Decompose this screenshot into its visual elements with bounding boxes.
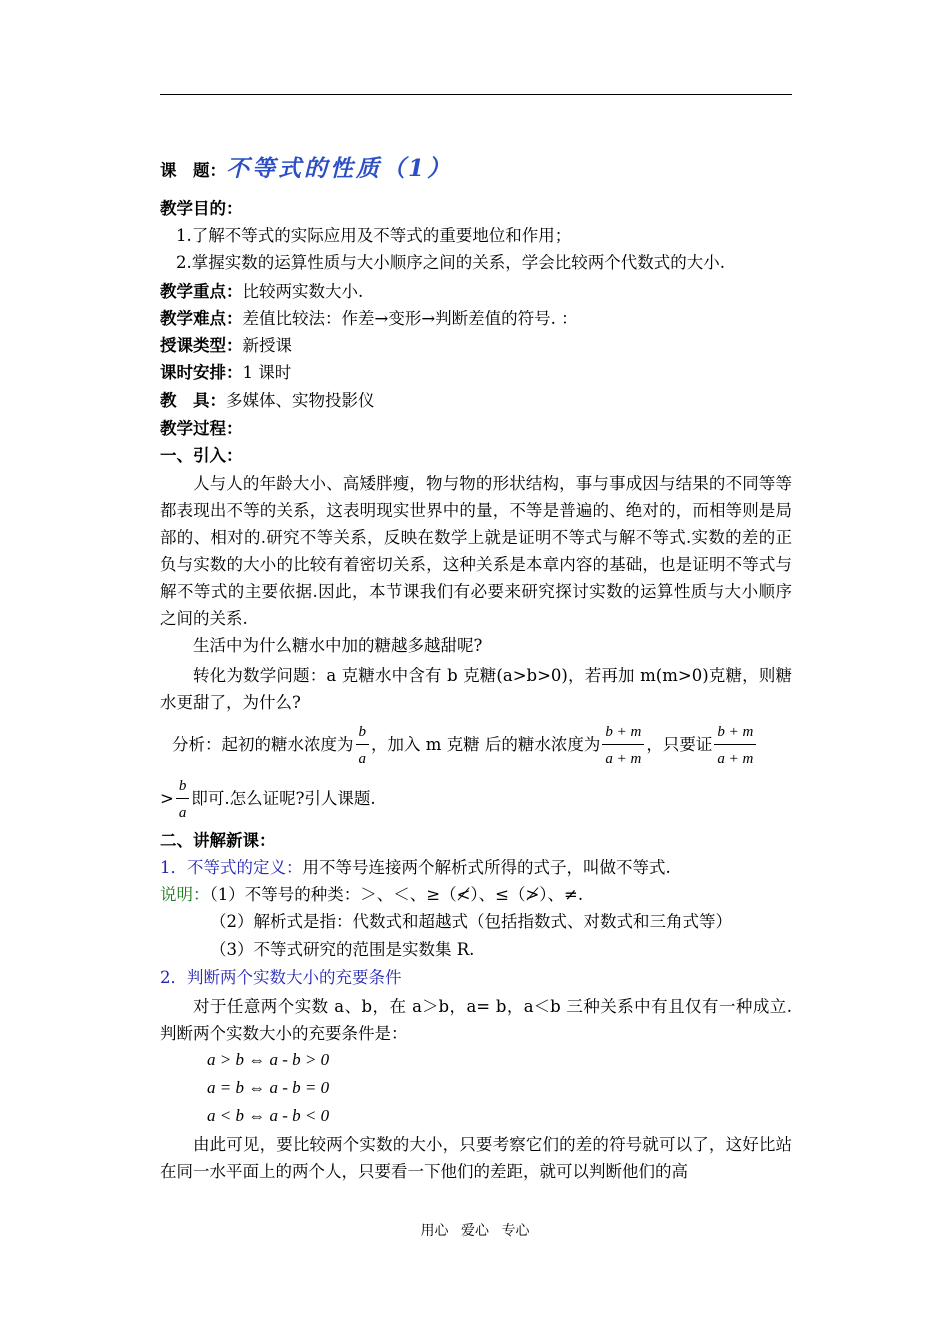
section-heading: 二、讲解新课： xyxy=(160,831,276,850)
meta-label: 课时安排： xyxy=(160,363,243,382)
meta-row xyxy=(160,308,578,330)
lesson-title-row xyxy=(160,155,454,182)
fraction-denominator: a + m xyxy=(605,751,642,767)
analysis-line-2 xyxy=(160,776,376,822)
fraction-denominator: a xyxy=(178,805,187,821)
analysis-text: ，加入 m 克糖 后的糖水浓度为 xyxy=(371,735,601,754)
formula: a = b ⇔ a - b = 0 xyxy=(207,1078,330,1097)
fraction-denominator: a + m xyxy=(717,751,754,767)
meta-value: 1 课时 xyxy=(242,363,292,382)
note-row xyxy=(160,884,583,906)
meta-value: 新授课 xyxy=(242,336,292,355)
analysis-line xyxy=(172,722,758,768)
definition-label: 1．不等式的定义： xyxy=(160,858,303,877)
meta-label: 教 具： xyxy=(160,391,226,410)
greater-sign: > xyxy=(160,789,174,808)
subsection-heading: 2．判断两个实数大小的充要条件 xyxy=(160,968,402,987)
goal-text: 2.掌握实数的运算性质与大小顺序之间的关系，学会比较两个代数式的大小. xyxy=(176,253,725,272)
meta-value: 多媒体、实物投影仪 xyxy=(226,391,375,410)
analysis-text: ，只要证 xyxy=(646,735,713,754)
meta-label: 教学过程： xyxy=(160,419,243,438)
header-rule xyxy=(160,94,792,95)
condition-paragraph: 对于任意两个实数 a、b，在 a＞b，a= b，a＜b 三种关系中有且仅有一种成立.判断两个实数大小的充要条件是： xyxy=(160,997,792,1043)
fraction-numerator: b + m xyxy=(714,723,756,745)
intro-paragraph: 人与人的年龄大小、高矮胖瘦，物与物的形状结构，事与事成因与结果的不同等等都表现出不等的关系，这表明现实世界中的量，不等是普遍的、绝对的，而相等则是局部的、相对的.研究不等关系，反映在数学上就是证明不等式与解不等式.实数的差的正负与实数的大小的比较有着密切关系，这种关系是本章内容的基础，也是证明不等式与解不等式的主要依据.因此，本节课我们有必要来研究探讨实数的运算性质与大小顺序之间的关系. xyxy=(160,474,792,628)
conclusion-paragraph: 由此可见，要比较两个实数的大小，只要考察它们的差的符号就可以了，这好比站在同一水平面上的两个人，只要看一下他们的差距，就可以判断他们的高 xyxy=(160,1135,792,1181)
fraction-b-over-a xyxy=(356,723,370,768)
meta-row xyxy=(160,198,243,220)
goal-item xyxy=(176,225,571,247)
meta-row xyxy=(160,362,291,384)
definition-text: 用不等号连接两个解析式所得的式子，叫做不等式. xyxy=(302,858,671,877)
question-paragraph: 生活中为什么糖水中加的糖越多越甜呢? xyxy=(193,636,483,655)
fraction-b-over-a xyxy=(176,777,190,822)
note-row xyxy=(210,911,732,933)
meta-value: 差值比较法：作差→变形→判断差值的符号. ： xyxy=(242,309,578,328)
formula: a > b ⇔ a - b > 0 xyxy=(207,1050,330,1069)
fraction-denominator: a xyxy=(358,751,366,767)
goal-text: 1.了解不等式的实际应用及不等式的重要地位和作用； xyxy=(176,226,572,245)
lesson-title: 不等式的性质（1） xyxy=(226,155,454,182)
meta-row xyxy=(160,390,375,412)
note-text: （2）解析式是指：代数式和超越式（包括指数式、对数式和三角式等） xyxy=(210,912,732,931)
fraction-numerator: b + m xyxy=(602,723,644,745)
fraction-bm-over-am xyxy=(714,723,756,768)
section-heading: 一、引入： xyxy=(160,446,243,465)
meta-label: 授课类型： xyxy=(160,336,243,355)
note-row xyxy=(210,939,474,961)
fraction-bm-over-am xyxy=(602,723,644,768)
meta-value: 比较两实数大小. xyxy=(242,282,364,301)
lesson-title-label: 课 题： xyxy=(160,161,226,180)
problem-paragraph: 转化为数学问题：a 克糖水中含有 b 克糖(a>b>0)，若再加 m(m>0)克糖，则糖水更甜了，为什么? xyxy=(160,666,792,712)
formula: a < b ⇔ a - b < 0 xyxy=(207,1106,330,1125)
meta-row xyxy=(160,281,363,303)
note-label: 说明： xyxy=(160,885,210,904)
analysis-text: 即可.怎么证呢?引人课题. xyxy=(191,789,376,808)
meta-row xyxy=(160,418,243,440)
meta-row xyxy=(160,335,292,357)
fraction-numerator: b xyxy=(176,777,190,799)
page-footer: 用心 爱心 专心 xyxy=(420,1223,530,1239)
analysis-text: 分析：起初的糖水浓度为 xyxy=(172,735,354,754)
fraction-numerator: b xyxy=(356,723,370,745)
meta-label: 教学难点： xyxy=(160,309,243,328)
meta-label: 教学重点： xyxy=(160,282,243,301)
goal-item xyxy=(176,252,725,274)
note-text: （3）不等式研究的范围是实数集 R. xyxy=(210,940,475,959)
definition-row xyxy=(160,857,671,879)
note-text: （1）不等号的种类：＞、＜、≥（≮）、≤（≯）、≠. xyxy=(209,885,584,904)
meta-label: 教学目的： xyxy=(160,199,243,218)
